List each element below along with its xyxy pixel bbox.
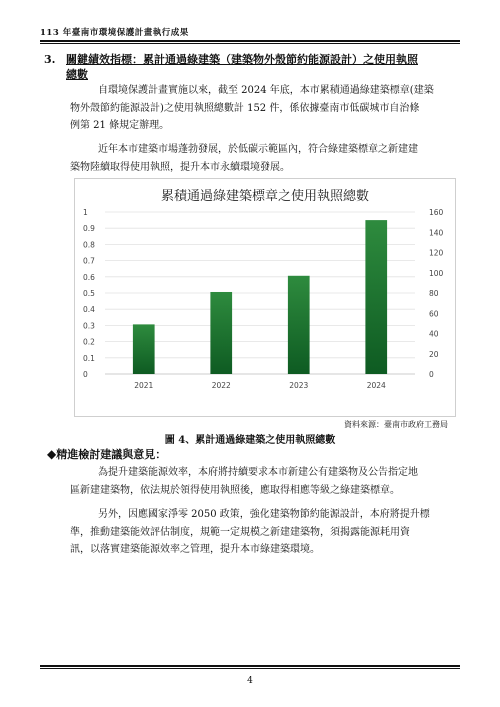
header-rule [40, 40, 460, 42]
paragraph-line: 近年本市建築市場蓬勃發展，於低碳示範區內，符合綠建築標章之新建建 [98, 144, 418, 155]
y-left-tick-label: 0.3 [83, 321, 95, 331]
paragraph-line: 例第 21 條規定辦理。 [70, 120, 170, 131]
y-right-tick-label: 80 [429, 289, 439, 298]
paragraph-3 [70, 464, 455, 499]
section-title-line2: 總數 [66, 68, 88, 81]
y-left-tick-label: 0.2 [83, 337, 95, 347]
x-tick-label: 2023 [289, 381, 309, 390]
paragraph-1 [70, 82, 455, 135]
y-left-tick-label: 1 [83, 208, 88, 217]
paragraph-4 [70, 506, 455, 559]
y-right-tick-label: 160 [429, 208, 444, 217]
y-left-tick-label: 0 [83, 370, 88, 379]
footer-rule [40, 665, 460, 667]
paragraph-line: 訊，以落實建築能源效率之管理，提升本市綠建築環境。 [70, 544, 320, 555]
data-source: 資料來源：臺南市政府工務局 [344, 420, 448, 429]
bar-chart [75, 179, 455, 416]
x-tick-label: 2022 [211, 381, 231, 390]
diamond-bullet-icon: ◆ [47, 447, 57, 461]
chart-title: 累積通過綠建築標章之使用執照總數 [160, 189, 369, 204]
y-right-tick-label: 100 [429, 268, 444, 278]
y-right-tick-label: 60 [429, 309, 439, 319]
x-tick-label: 2024 [366, 381, 386, 390]
paragraph-line: 另外，因應國家淨零 2050 政策，強化建築物節約能源設計，本府將提升標 [98, 509, 430, 520]
paragraph-line: 區新建建築物，依法規於領得使用執照後，應取得相應等級之綠建築標章。 [70, 484, 400, 496]
y-left-tick-label: 0.7 [83, 256, 95, 266]
y-right-tick-label: 20 [429, 349, 439, 359]
section-number: 3. [44, 53, 56, 66]
page-number: 4 [247, 676, 253, 686]
section-title [44, 52, 464, 82]
chart-container [74, 178, 456, 417]
running-header: 113 年臺南市環境保護計畫執行成果 [40, 28, 189, 38]
y-left-tick-label: 0.6 [83, 272, 95, 282]
y-left-tick-label: 0.5 [83, 289, 95, 298]
y-left-tick-label: 0.1 [83, 353, 95, 363]
bar-2021 [133, 324, 155, 374]
x-tick-label: 2021 [134, 381, 154, 390]
bar-2022 [210, 292, 232, 374]
y-left-tick-label: 0.9 [83, 224, 95, 234]
paragraph-line: 準，推動建築能效評估制度，規範一定規模之新建建築物，須揭露能源耗用資 [70, 526, 410, 538]
paragraph-line: 為提升建築能源效率，本府將持續要求本市新建公有建築物及公告指定地 [98, 467, 418, 478]
y-right-tick-label: 40 [429, 329, 439, 339]
bar-2024 [365, 220, 387, 374]
bar-2023 [288, 276, 310, 374]
paragraph-line: 自環境保護計畫實施以來，截至 2024 年底，本市累積通過綠建築標章(建築 [98, 85, 434, 96]
paragraph-2 [70, 141, 455, 176]
header-rule-thin [40, 43, 460, 44]
footer-rule-thin [40, 668, 460, 669]
y-right-tick-label: 140 [429, 228, 444, 238]
paragraph-line: 物外殼節約能源設計)之使用執照總數計 152 件，係依據臺南市低碳城市自治條 [70, 102, 420, 114]
subsection-title-text: 精進檢討建議與意見： [56, 448, 167, 461]
y-left-tick-label: 0.8 [83, 240, 95, 250]
subsection-title [47, 446, 166, 462]
y-right-tick-label: 0 [429, 370, 434, 379]
section-title-line1: 關鍵績效指標：累計通過綠建築（建築物外殼節約能源設計）之使用執照 [66, 53, 418, 66]
y-left-tick-label: 0.4 [83, 305, 95, 315]
y-right-tick-label: 120 [429, 248, 444, 258]
figure-caption: 圖 4、累計通過綠建築之使用執照總數 [164, 435, 336, 446]
paragraph-line: 築物陸續取得使用執照，提升本市永續環境發展。 [70, 161, 290, 173]
